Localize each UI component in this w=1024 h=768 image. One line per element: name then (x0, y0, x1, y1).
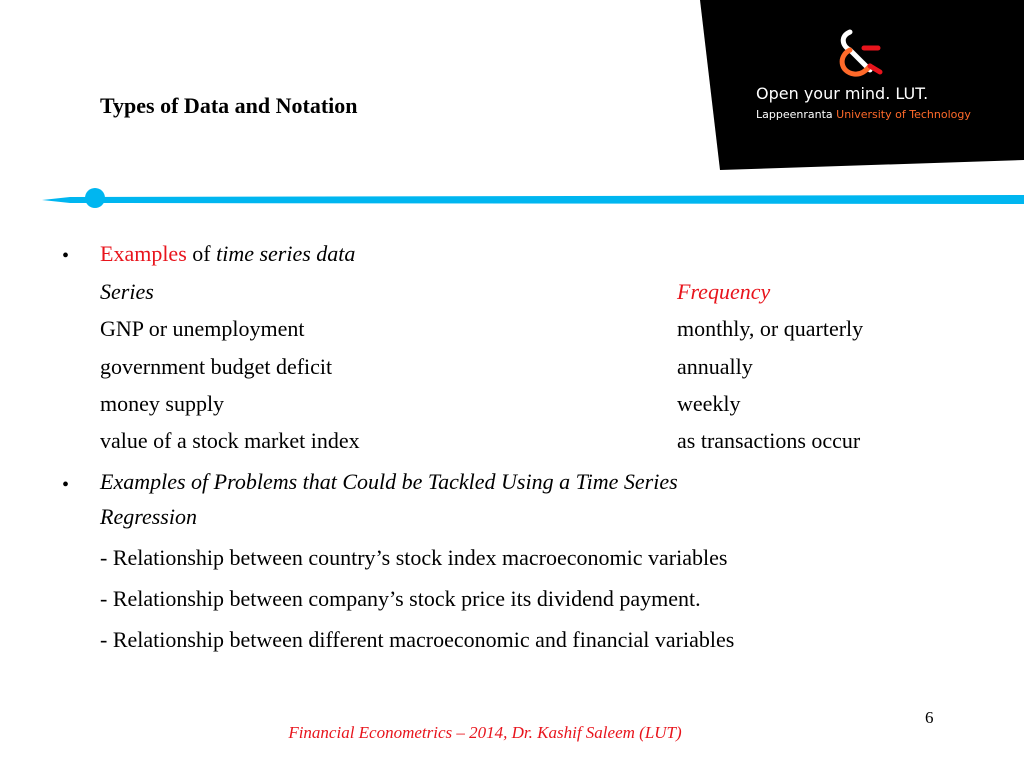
logo-slogan: Open your mind. LUT. (756, 84, 929, 103)
examples-label: Examples (100, 241, 187, 266)
logo-university-name (756, 108, 971, 121)
problem-item: - Relationship between company’s stock price its dividend payment. (100, 586, 701, 611)
lut-logo (700, 0, 1024, 172)
frequency-cell: weekly (677, 391, 741, 416)
bullet-2-heading-line1: Examples of Problems that Could be Tackled Using a Time Series (100, 469, 678, 494)
frequency-cell: as transactions occur (677, 428, 861, 453)
bullet-2-heading-line2: Regression (100, 504, 197, 529)
time-series-label: time series data (216, 241, 356, 266)
title-divider (0, 180, 1024, 210)
slide-title: Types of Data and Notation (100, 93, 358, 118)
page-number: 6 (925, 708, 934, 727)
problem-item: - Relationship between different macroeconomic and financial variables (100, 627, 735, 652)
series-header: Series (100, 279, 154, 304)
logo-city: Lappeenranta (756, 108, 837, 121)
divider-dot (85, 188, 105, 208)
series-cell: value of a stock market index (100, 428, 360, 453)
bullet-marker: • (62, 245, 70, 267)
bullet-marker: • (62, 474, 70, 496)
series-cell: money supply (100, 391, 225, 416)
of-label: of (186, 241, 217, 266)
series-cell: government budget deficit (100, 354, 333, 379)
frequency-cell: annually (677, 354, 753, 379)
series-cell: GNP or unemployment (100, 316, 305, 341)
logo-university: University of Technology (836, 108, 971, 121)
bullet-1-heading (100, 241, 355, 267)
frequency-cell: monthly, or quarterly (677, 316, 864, 341)
problem-item: - Relationship between country’s stock index macroeconomic variables (100, 545, 728, 570)
frequency-header: Frequency (677, 279, 771, 304)
footer-text: Financial Econometrics – 2014, Dr. Kashif Saleem (LUT) (288, 723, 682, 742)
